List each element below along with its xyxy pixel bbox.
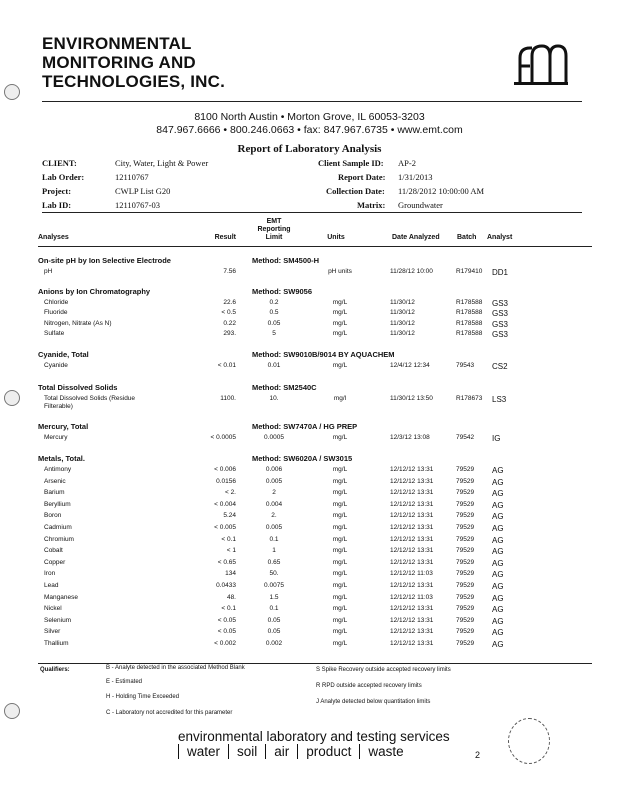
cell-n: AG (492, 558, 504, 568)
cell-u: mg/L (332, 299, 348, 306)
cell-u: mg/L (332, 640, 348, 647)
cell-b: 79529 (456, 570, 475, 578)
cell-a: Manganese (44, 593, 78, 601)
qualifier-r: R RPD outside accepted recovery limits (316, 683, 422, 689)
cell-b: R178588 (456, 329, 483, 337)
col-analyses: Analyses (38, 234, 69, 241)
company-name (42, 34, 225, 91)
project-value: CWLP List G20 (115, 186, 171, 196)
cell-d: 12/12/12 13:31 (390, 512, 434, 520)
cell-r: < 0.005 (214, 524, 236, 531)
cell-d: 12/12/12 13:31 (390, 500, 434, 508)
cell-a: Copper (44, 558, 66, 566)
cell-n: AG (492, 512, 504, 522)
cell-r: < 0.0005 (210, 434, 236, 441)
cell-u: mg/L (332, 309, 348, 317)
cell-r: < 0.002 (214, 640, 236, 647)
table-row (38, 524, 598, 534)
cell-b: 79529 (456, 489, 475, 497)
hole-punch-icon (4, 84, 20, 100)
col-batch: Batch (457, 234, 477, 241)
cell-r: < 0.1 (221, 605, 236, 613)
cell-r: < 2. (224, 489, 236, 497)
cell-n: AG (492, 477, 504, 487)
cell-u: mg/L (332, 500, 348, 508)
cell-l: 0.0075 (264, 582, 284, 589)
cell-d: 11/30/12 (390, 309, 415, 317)
cell-a: Silver (44, 628, 61, 636)
table-row (38, 640, 598, 650)
table-row (38, 559, 598, 569)
cell-u: mg/L (332, 512, 348, 520)
col-result: Result (214, 234, 236, 241)
section-method: Method: SW9010B/9014 BY AQUACHEM (252, 350, 395, 359)
cell-l: 1.5 (269, 593, 279, 601)
section-header (38, 287, 598, 297)
col-reporting-limit: EMT Reporting Limit (257, 218, 291, 241)
cell-r: 293. (223, 329, 236, 337)
company-line-3: TECHNOLOGIES, INC. (42, 72, 226, 91)
cell-l: 10. (269, 395, 279, 402)
cell-n: GS3 (492, 309, 509, 319)
cell-u: mg/L (332, 570, 348, 578)
cell-a: Thallium (44, 640, 69, 647)
table-row (38, 605, 598, 615)
section-method: Method: SW7470A / HG PREP (252, 422, 358, 431)
cell-u: mg/L (332, 362, 348, 369)
table-row (38, 320, 598, 330)
table-row (38, 547, 598, 557)
cell-a: Sulfate (44, 329, 65, 337)
company-line-2: MONITORING AND (42, 53, 196, 72)
cell-d: 12/4/12 12:34 (390, 362, 430, 369)
cell-n: LS3 (492, 395, 507, 404)
matrix-label: Matrix: (357, 200, 386, 210)
header-rule-2 (42, 212, 582, 213)
cell-u: mg/L (332, 524, 348, 531)
cell-r: 1100. (220, 395, 236, 402)
cell-r: < 1 (226, 547, 236, 555)
table-row (38, 582, 598, 592)
table-row (38, 299, 598, 309)
cell-u: mg/L (332, 582, 348, 589)
cell-b: 79543 (456, 362, 475, 369)
cell-b: 79529 (456, 547, 475, 555)
cell-l: 0.05 (267, 628, 281, 636)
table-row (38, 628, 598, 638)
cell-b: 79529 (456, 628, 475, 636)
cell-a: Iron (44, 570, 56, 578)
lab-order-label: Lab Order: (42, 172, 85, 182)
footer-tags (178, 744, 412, 759)
cell-a: Boron (44, 512, 62, 520)
cell-l: 1 (272, 547, 276, 555)
cell-n: AG (492, 500, 504, 510)
cell-n: DD1 (492, 268, 509, 277)
cell-u: mg/L (332, 616, 348, 624)
cell-r: < 0.05 (217, 628, 236, 636)
cell-u: mg/L (332, 489, 348, 497)
lab-order-value: 12110767 (115, 172, 149, 182)
cell-l: 0.006 (265, 466, 283, 473)
footer-tagline: environmental laboratory and testing services (178, 729, 450, 744)
cell-b: 79529 (456, 524, 475, 531)
cell-d: 12/12/12 13:31 (390, 466, 434, 473)
qualifier-b: B - Analyte detected in the associated Method Blank (106, 665, 245, 671)
cell-a: Cadmium (44, 524, 72, 531)
cell-r: < 0.1 (221, 535, 236, 543)
table-row (38, 570, 598, 580)
matrix-value: Groundwater (398, 200, 443, 210)
cell-l: 0.004 (265, 500, 283, 508)
table-row (38, 466, 598, 476)
cell-n: AG (492, 570, 504, 580)
collection-date-label: Collection Date: (326, 186, 385, 196)
cell-n: GS3 (492, 329, 509, 339)
address-line-2: 847.967.6666 • 800.246.0663 • fax: 847.967.6735 • www.emt.com (156, 124, 463, 136)
cell-a: Chromium (44, 535, 74, 543)
cell-r: 0.22 (223, 319, 236, 327)
cell-a: Beryllium (44, 500, 71, 508)
page-number: 2 (475, 750, 481, 760)
cell-d: 11/30/12 (390, 319, 415, 327)
section-method: Method: SW6020A / SW3015 (252, 454, 353, 463)
cell-u: mg/L (332, 628, 348, 636)
cell-d: 11/28/12 10:00 (390, 268, 433, 275)
lab-id-value: 12110767-03 (115, 200, 161, 210)
cell-n: AG (492, 628, 504, 638)
qualifier-e: E - Estimated (106, 679, 143, 685)
cell-b: R178588 (456, 299, 483, 306)
cell-l: 0.2 (269, 299, 279, 306)
cell-l: 0.05 (267, 319, 281, 327)
cell-n: AG (492, 547, 504, 557)
section-method: Method: SM4500-H (252, 256, 320, 265)
section-method: Method: SW9056 (252, 287, 313, 296)
cell-u: mg/L (332, 434, 348, 441)
table-header-rule (38, 246, 592, 247)
project-label: Project: (42, 186, 72, 196)
cell-a: Total Dissolved Solids (Residue Filterable) (44, 395, 136, 410)
tag-waste: waste (359, 744, 411, 759)
cell-d: 12/12/12 13:31 (390, 489, 434, 497)
cell-b: 79529 (456, 593, 475, 601)
cell-n: AG (492, 466, 504, 475)
cell-l: 0.002 (265, 640, 283, 647)
cell-l: 0.01 (267, 362, 281, 369)
cell-r: < 0.004 (214, 500, 236, 508)
cell-u: mg/L (332, 593, 348, 601)
table-row (38, 501, 598, 511)
cell-a: Cyanide (44, 362, 68, 369)
cell-u: mg/L (332, 535, 348, 543)
cell-d: 11/30/12 (390, 329, 415, 337)
cell-n: GS3 (492, 319, 509, 329)
cell-b: 79529 (456, 558, 475, 566)
cell-n: AG (492, 489, 504, 499)
cell-d: 12/12/12 13:31 (390, 558, 434, 566)
sample-id-value: AP-2 (398, 158, 416, 168)
section-title: Anions by Ion Chromatography (38, 287, 151, 296)
cell-b: 79529 (456, 605, 475, 613)
cell-a: Cobalt (44, 547, 63, 555)
lab-id-label: Lab ID: (42, 200, 72, 210)
cell-u: mg/l (333, 395, 347, 402)
table-row (38, 536, 598, 546)
cell-u: mg/L (332, 329, 348, 337)
cell-n: AG (492, 593, 504, 603)
cell-n: CS2 (492, 362, 508, 371)
cell-b: R178588 (456, 309, 483, 317)
cell-l: 0.1 (269, 535, 279, 543)
cell-d: 12/12/12 13:31 (390, 547, 434, 555)
cell-u: pH units (328, 268, 352, 275)
section-title: Mercury, Total (38, 422, 89, 431)
cell-r: < 0.65 (217, 558, 236, 566)
table-row (38, 434, 598, 444)
cell-l: 0.005 (265, 524, 283, 531)
table-row (38, 309, 598, 319)
col-units: Units (327, 234, 345, 241)
cell-l: 0.05 (267, 616, 281, 624)
cell-b: 79529 (456, 500, 475, 508)
cell-n: AG (492, 605, 504, 615)
cell-l: 0.1 (269, 605, 279, 613)
cell-d: 12/3/12 13:08 (390, 434, 430, 441)
cell-r: < 0.006 (214, 466, 236, 473)
tag-air: air (265, 744, 297, 759)
section-title: On-site pH by Ion Selective Electrode (38, 256, 171, 265)
cell-b: R178588 (456, 319, 483, 327)
tag-soil: soil (228, 744, 265, 759)
cell-d: 11/30/12 13:50 (390, 395, 433, 402)
table-row (38, 489, 598, 499)
cell-a: Selenium (44, 616, 72, 624)
cell-b: R179410 (456, 268, 483, 275)
cell-n: AG (492, 524, 504, 533)
cell-d: 12/12/12 13:31 (390, 535, 434, 543)
cell-l: 5 (272, 329, 276, 337)
cell-d: 12/12/12 11:03 (390, 570, 433, 578)
table-row (38, 478, 598, 488)
cell-b: 79529 (456, 640, 475, 647)
cell-b: R178673 (456, 395, 483, 402)
table-row (38, 512, 598, 522)
cell-l: 0.005 (265, 477, 283, 485)
hole-punch-icon (4, 390, 20, 406)
section-header (38, 383, 598, 393)
qualifiers-label: Qualifiers: (40, 667, 70, 673)
cell-u: mg/L (332, 605, 348, 613)
cell-d: 11/30/12 (390, 299, 415, 306)
section-header (38, 256, 598, 266)
cell-r: 7.56 (223, 268, 236, 275)
qualifier-j: J Analyte detected below quantitation limits (316, 699, 431, 705)
section-title: Metals, Total. (38, 454, 85, 463)
section-header (38, 350, 598, 360)
cell-l: 2. (271, 512, 277, 520)
cell-b: 79529 (456, 477, 475, 485)
table-row (38, 395, 598, 410)
accreditation-seal-icon (508, 718, 550, 764)
cell-d: 12/12/12 13:31 (390, 628, 434, 636)
cell-u: mg/L (332, 466, 348, 473)
cell-u: mg/L (332, 558, 348, 566)
cell-b: 79529 (456, 582, 475, 589)
col-date-analyzed: Date Analyzed (392, 234, 440, 241)
cell-a: Lead (44, 582, 59, 589)
qualifier-h: H - Holding Time Exceeded (106, 694, 180, 700)
header-rule (42, 101, 582, 102)
cell-r: 5.24 (223, 512, 236, 520)
cell-a: Chloride (44, 299, 69, 306)
cell-b: 79529 (456, 616, 475, 624)
cell-n: IG (492, 434, 501, 443)
address-line-1: 8100 North Austin • Morton Grove, IL 60053-3203 (194, 111, 425, 123)
cell-a: pH (44, 268, 53, 275)
cell-l: 0.5 (269, 309, 279, 317)
table-row (38, 330, 598, 340)
sample-id-label: Client Sample ID: (318, 158, 384, 168)
cell-r: < 0.01 (217, 362, 236, 369)
section-title: Cyanide, Total (38, 350, 89, 359)
table-row (38, 617, 598, 627)
section-header (38, 422, 598, 432)
col-analyst: Analyst (487, 234, 513, 241)
cell-u: mg/L (332, 319, 348, 327)
client-label: CLIENT: (42, 158, 77, 168)
cell-b: 79529 (456, 512, 475, 520)
cell-r: 0.0433 (216, 582, 236, 589)
section-method: Method: SM2540C (252, 383, 317, 392)
cell-r: < 0.05 (217, 616, 236, 624)
cell-a: Fluoride (44, 309, 68, 317)
cell-a: Mercury (44, 434, 68, 441)
cell-r: 134 (225, 570, 236, 578)
cell-u: mg/L (332, 477, 348, 485)
table-row (38, 362, 598, 372)
section-title: Total Dissolved Solids (38, 383, 118, 392)
cell-d: 12/12/12 13:31 (390, 605, 434, 613)
report-date-label: Report Date: (338, 172, 386, 182)
section-header (38, 454, 598, 464)
cell-l: 0.65 (267, 558, 281, 566)
cell-d: 12/12/12 13:31 (390, 477, 434, 485)
collection-date-value: 11/28/2012 10:00:00 AM (398, 186, 485, 196)
cell-n: GS3 (492, 299, 509, 308)
cell-r: 0.0156 (216, 477, 236, 485)
cell-u: mg/L (332, 547, 348, 555)
cell-l: 50. (269, 570, 279, 578)
cell-b: 79542 (456, 434, 475, 441)
cell-d: 12/12/12 13:31 (390, 524, 434, 531)
cell-d: 12/12/12 13:31 (390, 640, 434, 647)
cell-n: AG (492, 640, 504, 649)
cell-b: 79529 (456, 535, 475, 543)
cell-r: < 0.5 (221, 309, 236, 317)
cell-a: Barium (44, 489, 65, 497)
qualifier-s: S Spike Recovery outside accepted recovery limits (316, 667, 451, 673)
tag-product: product (297, 744, 359, 759)
qualifiers-rule (38, 663, 592, 664)
cell-n: AG (492, 582, 504, 591)
report-date-value: 1/31/2013 (398, 172, 433, 182)
company-line-1: ENVIRONMENTAL (42, 34, 192, 53)
cell-n: AG (492, 616, 504, 626)
cell-n: AG (492, 535, 504, 545)
cell-d: 12/12/12 13:31 (390, 582, 434, 589)
hole-punch-icon (4, 703, 20, 719)
table-row (38, 594, 598, 604)
cell-a: Arsenic (44, 477, 66, 485)
qualifier-c: C - Laboratory not accredited for this parameter (106, 710, 233, 716)
client-value: City, Water, Light & Power (115, 158, 209, 168)
cell-a: Nickel (44, 605, 62, 613)
emt-logo-icon (512, 38, 570, 88)
cell-r: 22.6 (223, 299, 236, 306)
cell-a: Antimony (44, 466, 72, 473)
cell-l: 2 (272, 489, 276, 497)
cell-d: 12/12/12 11:03 (390, 593, 433, 601)
cell-l: 0.0005 (264, 434, 284, 441)
cell-b: 79529 (456, 466, 475, 473)
cell-r: 48. (226, 593, 236, 601)
report-title: Report of Laboratory Analysis (237, 143, 382, 155)
tag-water: water (178, 744, 228, 759)
cell-d: 12/12/12 13:31 (390, 616, 434, 624)
cell-a: Nitrogen, Nitrate (As N) (44, 319, 112, 327)
table-row (38, 268, 598, 278)
